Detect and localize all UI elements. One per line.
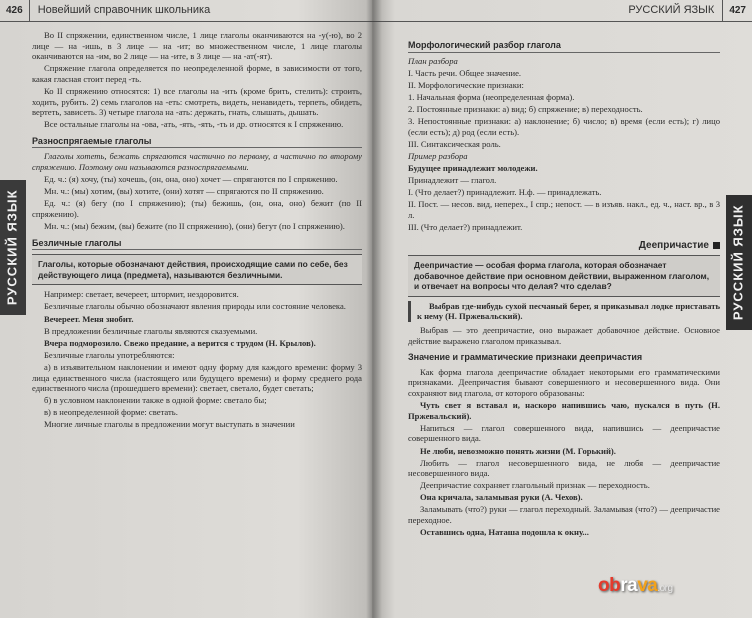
- watermark-logo: obrava.org: [598, 575, 673, 596]
- plan-item: III. Синтаксическая роль.: [408, 138, 501, 149]
- section-heading: Морфологический разбор глагола: [408, 40, 720, 53]
- plan-item: 2. Постоянные признаки: а) вид; б) спряжение; в) переходность.: [408, 103, 643, 114]
- section-heading: Разноспрягаемые глаголы: [32, 136, 362, 149]
- sample-sentence: Будущее принадлежит молодежи.: [408, 162, 538, 173]
- paragraph: Безличные глаголы обычно обозначают явления природы или состояние человека.: [44, 301, 346, 312]
- paragraph: Безличные глаголы употребляются:: [44, 349, 175, 360]
- list-item: в) в неопределенной форме: светать.: [44, 407, 178, 418]
- section-heading-right: Деепричастие: [408, 241, 720, 252]
- definition-box: Деепричастие — особая форма глагола, которая обозначает добавочное действие при основном действии, выраженном глаголом, и отвечает на вопросы что делая? что сделав?: [408, 255, 720, 297]
- plan-title: План разбора: [408, 55, 458, 66]
- paragraph: Многие личные глаголы в предложении могут выступать в значении: [44, 419, 295, 430]
- right-page: [372, 0, 752, 618]
- example: Напиться — глагол совершенного вида, напившись — деепричастие совершенного вида.: [408, 422, 720, 444]
- plan-item: 3. Непостоянные признаки: а) наклонение; б) число; в) время (если есть); г) лицо (если есть); д) род (если есть).: [408, 116, 720, 137]
- example: Вечереет. Меня знобит.: [44, 313, 134, 324]
- sample-item: Принадлежит — глагол.: [408, 175, 497, 186]
- left-column: [32, 30, 362, 432]
- example: Не люби, невозможно понять жизни (М. Горький).: [420, 445, 616, 456]
- paragraph: Глаголы хотеть, бежать спрягаются частично по первому, а частично по второму спряжению. Поэтому они называются разноспрягаемыми.: [32, 151, 362, 173]
- book-gutter: [366, 0, 382, 618]
- list-item: а) в изъявительном наклонении и имеют одну форму для каждого времени: форму 3 лица единственного числа (настоящего или будущего времени) и форму среднего рода единственного числа (прошедшего времени): светает, светало, будет светать;: [32, 361, 362, 394]
- left-page: [0, 0, 372, 618]
- example: Любить — глагол несовершенного вида, не любя — деепричастие несовершенного вида.: [408, 457, 720, 479]
- plan-item: 1. Начальная форма (неопределенная форма).: [408, 91, 575, 102]
- paragraph: Во II спряжении, единственном числе, 1 лице глаголы оканчиваются на -у(-ю), во 2 лице — на -ишь, в 3 лице — на -ит; во множественном числе, 1 лице глаголы оканчиваются на -им, во 2 лице — на -ите, в 3 лице — на -ат(-ят).: [32, 30, 362, 62]
- paragraph: Спряжение глагола определяется по неопределенной форме, в зависимости от того, какая гласная стоит перед -ть.: [32, 63, 362, 84]
- right-page-header: [372, 0, 752, 22]
- paragraph: Деепричастие сохраняет глагольный признак — переходность.: [420, 480, 650, 491]
- example: Вчера подморозило. Свежо предание, а верится с трудом (Н. Крылов).: [44, 337, 316, 348]
- right-column: [408, 34, 720, 539]
- example: Заламывать (что?) руки — глагол переходный. Заламывая (что?) — деепричастие переходное.: [408, 504, 720, 526]
- left-side-tab: РУССКИЙ ЯЗЫК: [0, 180, 26, 315]
- left-page-header: [0, 0, 372, 22]
- paragraph: Ко II спряжению относятся: 1) все глаголы на -ить (кроме брить, стелить): строить, ходить, рубить. 2) семь глаголов на -еть: смотреть, видеть, ненавидеть, терпеть, обидеть, вертеть, зависеть. 3) четыре глагола на -ать: держать, гнать, слышать, дышать.: [32, 85, 362, 118]
- left-page-number: 426: [0, 0, 30, 22]
- definition-box: Глаголы, которые обозначают действия, происходящие сами по себе, без действующего лица (предмета), называются безличными.: [32, 254, 362, 285]
- paragraph: Например: светает, вечереет, штормит, нездоровится.: [44, 289, 239, 300]
- list-item: б) в условном наклонении также в одной форме: светало бы;: [44, 395, 267, 406]
- right-page-number: 427: [722, 0, 752, 22]
- example: Ед. ч.: (я) бегу (по I спряжению); (ты) бежишь, (он, она, оно) бежит (по II спряжению).: [32, 198, 362, 219]
- section-heading: Безличные глаголы: [32, 238, 362, 251]
- left-page-header-title: Новейший справочник школьника: [37, 4, 211, 17]
- paragraph: Как форма глагола деепричастие обладает некоторыми его грамматическими признаками. Деепричастия бывают совершенного и несовершенного вида. Они сохраняют вид глагола, от которого образованы:: [408, 366, 720, 399]
- right-side-tab: РУССКИЙ ЯЗЫК: [726, 195, 752, 330]
- example: Мн. ч.: (мы) бежим, (вы) бежите (по II спряжению), (они) бегут (по I спряжению).: [44, 221, 345, 231]
- example: Ед. ч.: (я) хочу, (ты) хочешь, (он, она, оно) хочет — спрягаются по I спряжению.: [44, 174, 338, 185]
- quote: Выбрав где-нибудь сухой песчаный берег, я приказывал лодке приставать к нему (Н. Пржевальский).: [408, 301, 720, 322]
- sample-item: III. (Что делает?) принадлежит.: [408, 221, 523, 232]
- paragraph: Выбрав — это деепричастие, оно выражает добавочное действие. Основное действие выражено глаголом приказывал.: [408, 325, 720, 346]
- square-bullet-icon: [713, 242, 720, 249]
- plan-item: I. Часть речи. Общее значение.: [408, 67, 522, 78]
- paragraph: Все остальные глаголы на -ова, -ать, -ять, -ять, -ть и др. относятся к I спряжению.: [44, 119, 344, 130]
- paragraph: Оставшись одна, Наташа подошла к окну...: [420, 527, 589, 538]
- sample-title: Пример разбора: [408, 150, 468, 161]
- sample-item: I. (Что делает?) принадлежит. Н.ф. — принадлежать.: [408, 187, 602, 198]
- right-page-header-title: РУССКИЙ ЯЗЫК: [628, 4, 715, 17]
- example: Она кричала, заламывая руки (А. Чехов).: [420, 492, 583, 503]
- sample-item: II. Пост. — несов. вид, неперех., I спр.; непост. — в изъяв. накл., ед. ч., наст. вр., в 3 л.: [408, 199, 720, 220]
- plan-item: II. Морфологические признаки:: [408, 79, 524, 90]
- paragraph: В предложении безличные глаголы являются сказуемыми.: [44, 325, 258, 336]
- section-heading: Значение и грамматические признаки деепричастия: [408, 352, 643, 363]
- example: Мн. ч.: (мы) хотим, (вы) хотите, (они) хотят — спрягаются по II спряжению.: [44, 186, 324, 197]
- example: Чуть свет я вставал и, наскоро напившись чаю, пускался в путь (Н. Пржевальский).: [408, 400, 720, 421]
